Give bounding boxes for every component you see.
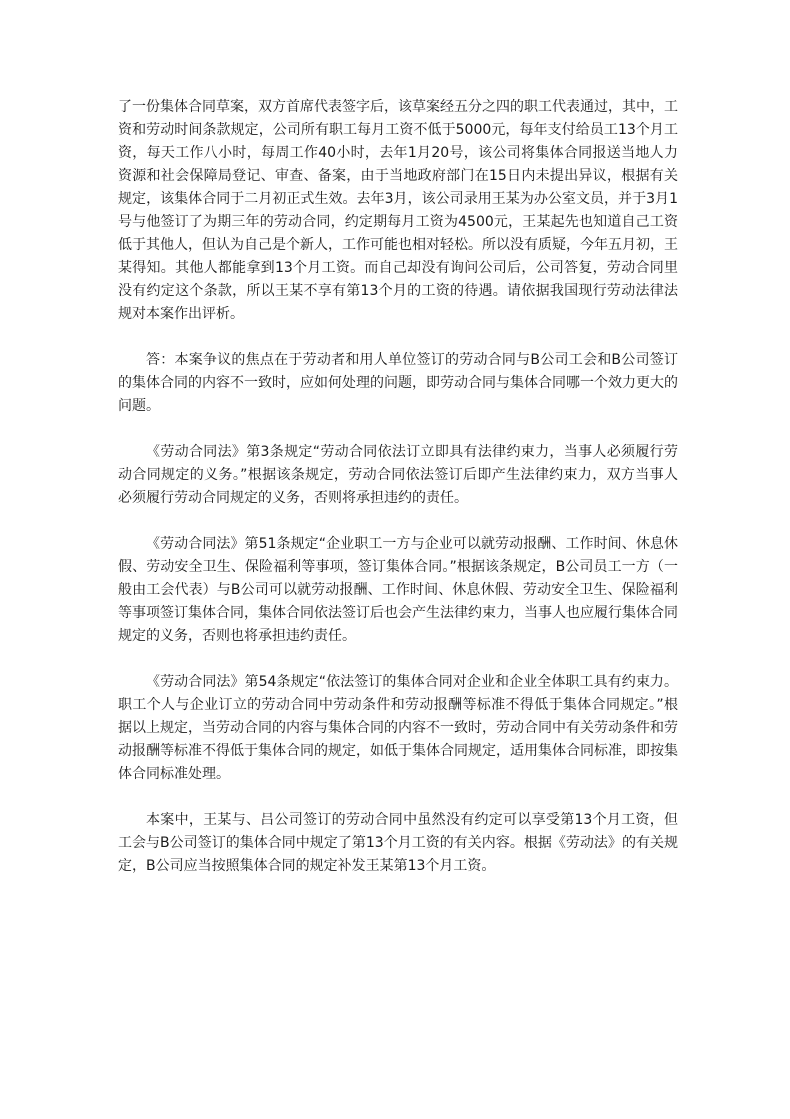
answer-paragraph: 答：本案争议的焦点在于劳动者和用人单位签订的劳动合同与B公司工会和B公司签订的集体合同的内容不一致时，应如何处理的问题，即劳动合同与集体合同哪一个效力更大的问题。 — [118, 352, 678, 414]
case-description-paragraph: 了一份集体合同草案，双方首席代表签字后，该草案经五分之四的职工代表通过，其中，工资和劳动时间条款规定，公司所有职工每月工资不低于5000元，每年支付给员工13个月工资，每天工作八小时，每周工作40小时，去年1月20号，该公司将集体合同报送当地人力资源和社会保障局登记、审查、备案，由于当地政府部门在15日内未提出异议，根据有关规定，该集体合同于二月初正式生效。去年3月，该公司录用王某为办公室文员，并于3月1号与他签订了为期三年的劳动合同，约定期每月工资为4500元，王某起先也知道自己工资低于其他人，但认为自己是个新人，工作可能也相对轻松。所以没有质疑，今年五月初，王某得知。其他人都能拿到13个月工资。而自己却没有询问公司后，公司答复，劳动合同里没有约定这个条款，所以王某不享有第13个月的工资的待遇。请依据我国现行劳动法律法规对本案作出评析。 — [118, 99, 678, 322]
paragraph-spacer — [118, 786, 678, 809]
paragraph-spacer — [118, 326, 678, 349]
paragraph-spacer — [118, 648, 678, 671]
article-54-paragraph: 《劳动合同法》第54条规定“依法签订的集体合同对企业和企业全体职工具有约束力。职工个人与企业订立的劳动合同中劳动条件和劳动报酬等标准不得低于集体合同规定。”根据以上规定，当劳动合同的内容与集体合同的内容不一致时，劳动合同中有关劳动条件和劳动报酬等标准不得低于集体合同的规定，如低于集体合同规定，适用集体合同标准，即按集体合同标准处理。 — [118, 674, 678, 782]
paragraph-spacer — [118, 510, 678, 533]
article-51-paragraph: 《劳动合同法》第51条规定“企业职工一方与企业可以就劳动报酬、工作时间、休息休假、劳动安全卫生、保险福利等事项，签订集体合同。”根据该条规定，B公司员工一方（一般由工会代表）与B公司可以就劳动报酬、工作时间、休息休假、劳动安全卫生、保险福利等事项签订集体合同，集体合同依法签订后也会产生法律约束力，当事人也应履行集体合同规定的义务，否则也将承担违约责任。 — [118, 536, 678, 644]
paragraph-spacer — [118, 418, 678, 441]
article-3-paragraph: 《劳动合同法》第3条规定“劳动合同依法订立即具有法律约束力，当事人必须履行劳动合同规定的义务。”根据该条规定，劳动合同依法签订后即产生法律约束力，双方当事人必须履行劳动合同规定的义务，否则将承担违约的责任。 — [118, 444, 678, 506]
document-body — [118, 96, 678, 878]
conclusion-paragraph: 本案中，王某与、吕公司签订的劳动合同中虽然没有约定可以享受第13个月工资，但工会与B公司签订的集体合同中规定了第13个月工资的有关内容。根据《劳动法》的有关规定，B公司应当按照集体合同的规定补发王某第13个月工资。 — [118, 812, 678, 874]
